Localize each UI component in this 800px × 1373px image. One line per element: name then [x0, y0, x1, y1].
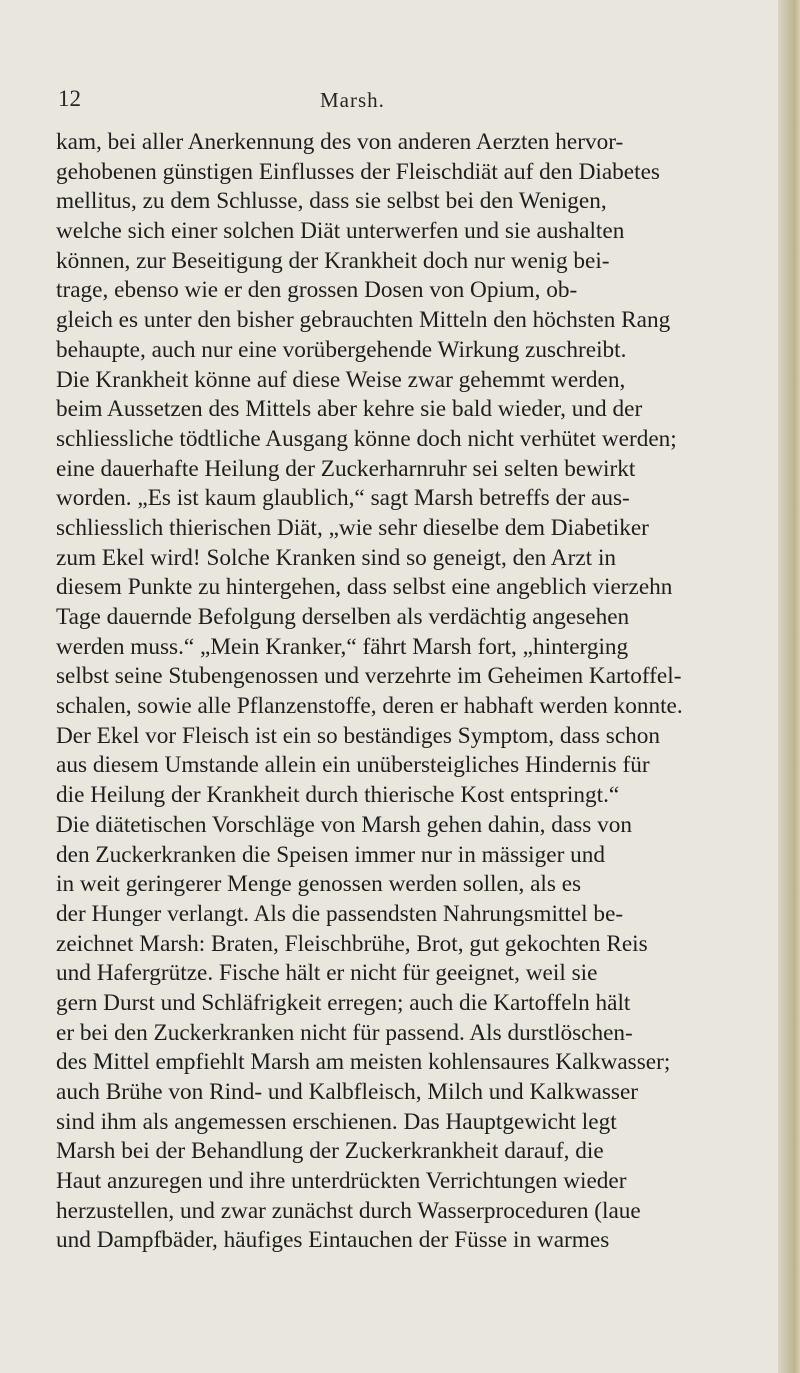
text-line: und Hafergrütze. Fische hält er nicht für geeignet, weil sie	[56, 960, 598, 987]
text-line: eine dauerhafte Heilung der Zuckerharnruhr sei selten bewirkt	[56, 455, 636, 482]
text-line: selbst seine Stubengenossen und verzehrte im Geheimen Kartoffel-	[56, 663, 682, 690]
page-number: 12	[58, 86, 81, 111]
text-line: beim Aussetzen des Mittels aber kehre sie bald wieder, und der	[56, 396, 643, 423]
text-line: er bei den Zuckerkranken nicht für passend. Als durstlöschen-	[56, 1019, 633, 1046]
body-text	[56, 128, 766, 1256]
text-line: der Hunger verlangt. Als die passendsten Nahrungsmittel be-	[56, 900, 624, 927]
text-line: behaupte, auch nur eine vorübergehende Wirkung zuschreibt.	[56, 336, 627, 363]
text-line: die Heilung der Krankheit durch thierische Kost entspringt.“	[56, 782, 620, 809]
text-line: trage, ebenso wie er den grossen Dosen von Opium, ob-	[56, 277, 578, 304]
text-line: gleich es unter den bisher gebrauchten Mitteln den höchsten Rang	[56, 307, 671, 334]
text-line: diesem Punkte zu hintergehen, dass selbst eine angeblich vierzehn	[56, 574, 673, 601]
text-line: kam, bei aller Anerkennung des von anderen Aerzten hervor-	[56, 129, 624, 155]
text-line: schliesslich thierischen Diät, „wie sehr dieselbe dem Diabetiker	[56, 514, 649, 541]
text-line: zum Ekel wird! Solche Kranken sind so geneigt, den Arzt in	[56, 544, 617, 571]
text-line: und Dampfbäder, häufiges Eintauchen der Füsse in warmes	[56, 1227, 610, 1254]
text-line: Tage dauernde Befolgung derselben als verdächtig angesehen	[56, 604, 630, 630]
text-line: können, zur Beseitigung der Krankheit doch nur wenig bei-	[56, 247, 610, 274]
text-line: worden. „Es ist kaum glaublich,“ sagt Marsh betreffs der aus-	[56, 485, 630, 512]
text-line: herzustellen, und zwar zunächst durch Wasserproceduren (laue	[56, 1197, 641, 1224]
page-header	[58, 86, 758, 116]
text-line: mellitus, zu dem Schlusse, dass sie selbst bei den Wenigen,	[56, 188, 607, 215]
text-line: gern Durst und Schläfrigkeit erregen; auch die Kartoffeln hält	[56, 989, 631, 1016]
text-line: auch Brühe von Rind- und Kalbfleisch, Milch und Kalkwasser	[56, 1079, 639, 1105]
text-line: Die Krankheit könne auf diese Weise zwar gehemmt werden,	[56, 366, 626, 393]
text-line: in weit geringerer Menge genossen werden sollen, als es	[56, 871, 582, 898]
text-line: des Mittel empfiehlt Marsh am meisten kohlensaures Kalkwasser;	[56, 1049, 671, 1076]
text-line: welche sich einer solchen Diät unterwerfen und sie aushalten	[56, 218, 625, 245]
page-edge	[778, 0, 800, 1373]
text-line: sind ihm als angemessen erschienen. Das Hauptgewicht legt	[56, 1108, 617, 1135]
text-line: gehobenen günstigen Einflusses der Fleischdiät auf den Diabetes	[56, 158, 660, 185]
text-line: Der Ekel vor Fleisch ist ein so beständiges Symptom, dass schon	[56, 722, 661, 749]
text-line: schliessliche tödtliche Ausgang könne doch nicht verhütet werden;	[56, 425, 677, 452]
text-line: werden muss.“ „Mein Kranker,“ fährt Marsh fort, „hinterging	[56, 633, 629, 660]
text-line: aus diesem Umstande allein ein unübersteigliches Hindernis für	[56, 752, 650, 779]
text-line: Die diätetischen Vorschläge von Marsh gehen dahin, dass von	[56, 811, 632, 838]
text-line: den Zuckerkranken die Speisen immer nur in mässiger und	[56, 841, 606, 868]
text-line: Marsh bei der Behandlung der Zuckerkrankheit darauf, die	[56, 1138, 604, 1165]
text-line: Haut anzuregen und ihre unterdrückten Verrichtungen wieder	[56, 1168, 627, 1195]
text-line: zeichnet Marsh: Braten, Fleischbrühe, Brot, gut gekochten Reis	[56, 930, 648, 957]
running-head: Marsh.	[320, 88, 385, 112]
text-line: schalen, sowie alle Pflanzenstoffe, deren er habhaft werden konnte.	[56, 693, 683, 720]
